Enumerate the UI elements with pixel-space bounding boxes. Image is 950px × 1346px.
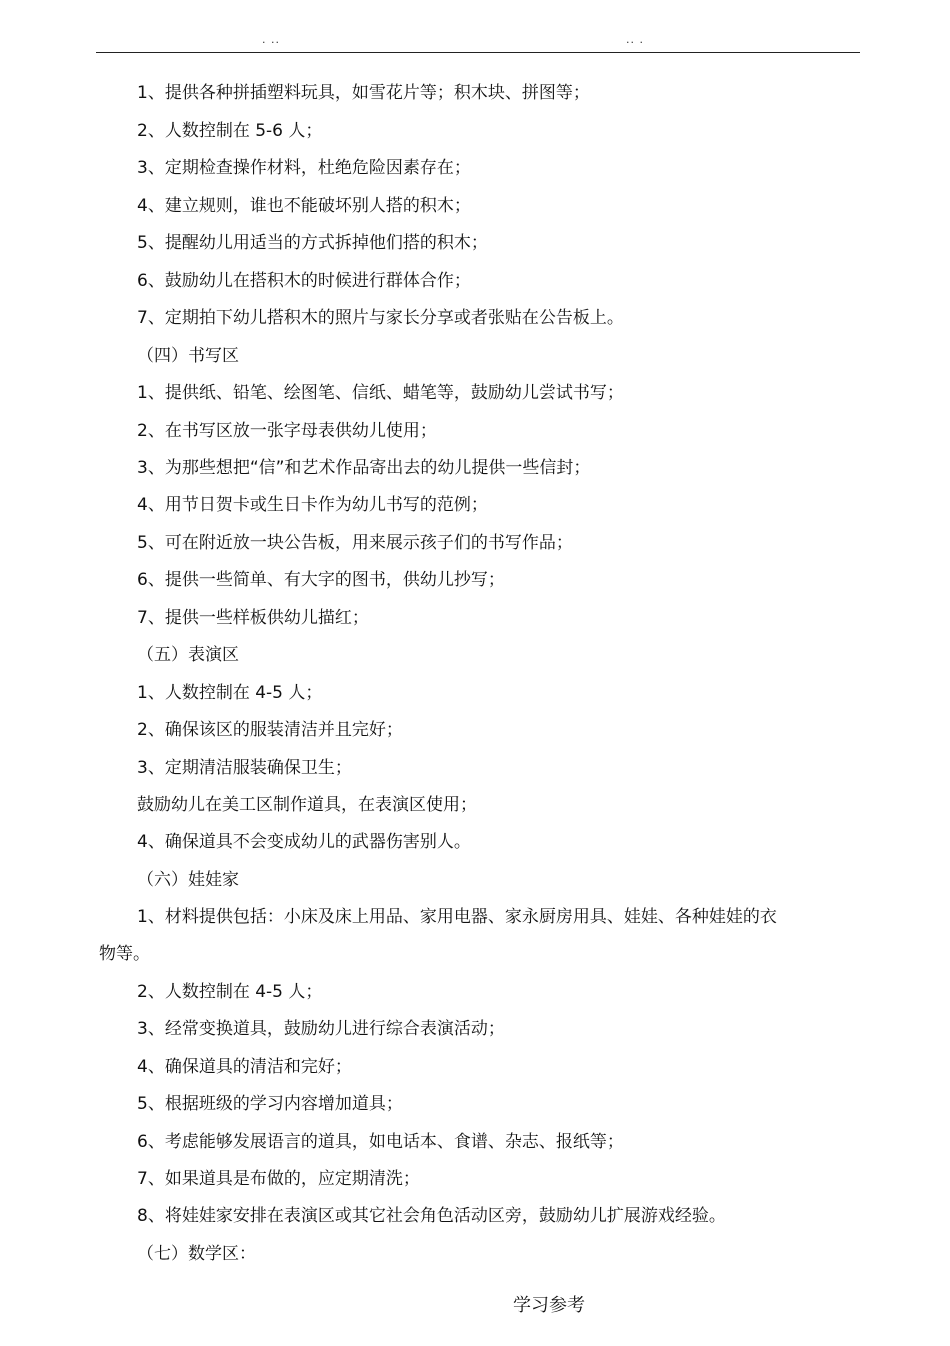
body-line: 3、为那些想把“信”和艺术作品寄出去的幼儿提供一些信封； xyxy=(137,458,591,478)
section-heading: （七）数学区： xyxy=(137,1244,256,1264)
section-heading: （六）娃娃家 xyxy=(137,870,239,890)
body-line: 4、建立规则，谁也不能破坏别人搭的积木； xyxy=(137,196,471,216)
body-line: 3、经常变换道具，鼓励幼儿进行综合表演活动； xyxy=(137,1019,505,1039)
body-line: 1、提供各种拼插塑料玩具，如雪花片等；积木块、拼图等； xyxy=(137,83,590,103)
body-line: 3、定期清洁服装确保卫生； xyxy=(137,758,352,778)
body-line: 6、鼓励幼儿在搭积木的时候进行群体合作； xyxy=(137,271,471,291)
page-footer: 学习参考 xyxy=(513,1295,585,1316)
body-line: 2、人数控制在 5-6 人； xyxy=(137,121,323,141)
header-marks-left: . .. xyxy=(262,33,280,46)
body-line: 5、可在附近放一块公告板，用来展示孩子们的书写作品； xyxy=(137,533,573,553)
body-line: 3、定期检查操作材料，杜绝危险因素存在； xyxy=(137,158,471,178)
body-line: 2、在书写区放一张字母表供幼儿使用； xyxy=(137,421,437,441)
body-line: 2、确保该区的服装清洁并且完好； xyxy=(137,720,403,740)
header-marks-right: .. . xyxy=(626,33,644,46)
body-line: 鼓励幼儿在美工区制作道具，在表演区使用； xyxy=(137,795,477,815)
body-line: 5、提醒幼儿用适当的方式拆掉他们搭的积木； xyxy=(137,233,488,253)
body-line: 1、提供纸、铅笔、绘图笔、信纸、蜡笔等，鼓励幼儿尝试书写； xyxy=(137,383,624,403)
body-line-continuation: 物等。 xyxy=(99,944,150,964)
body-line: 7、如果道具是布做的，应定期清洗； xyxy=(137,1169,420,1189)
body-line: 6、考虑能够发展语言的道具，如电话本、食谱、杂志、报纸等； xyxy=(137,1132,624,1152)
section-heading: （四）书写区 xyxy=(137,346,239,366)
body-line: 6、提供一些简单、有大字的图书，供幼儿抄写； xyxy=(137,570,505,590)
section-heading: （五）表演区 xyxy=(137,645,239,665)
body-line: 1、人数控制在 4-5 人； xyxy=(137,683,323,703)
body-line: 4、用节日贺卡或生日卡作为幼儿书写的范例； xyxy=(137,495,488,515)
header-rule xyxy=(96,52,860,53)
body-line: 4、确保道具的清洁和完好； xyxy=(137,1057,352,1077)
body-line: 7、定期拍下幼儿搭积木的照片与家长分享或者张贴在公告板上。 xyxy=(137,308,624,328)
body-line: 7、提供一些样板供幼儿描红； xyxy=(137,608,369,628)
body-line: 4、确保道具不会变成幼儿的武器伤害别人。 xyxy=(137,832,471,852)
body-line: 2、人数控制在 4-5 人； xyxy=(137,982,323,1002)
body-line: 5、根据班级的学习内容增加道具； xyxy=(137,1094,403,1114)
body-line: 8、将娃娃家安排在表演区或其它社会角色活动区旁，鼓励幼儿扩展游戏经验。 xyxy=(137,1206,726,1226)
body-line: 1、材料提供包括：小床及床上用品、家用电器、家永厨房用具、娃娃、各种娃娃的衣 xyxy=(137,907,777,927)
